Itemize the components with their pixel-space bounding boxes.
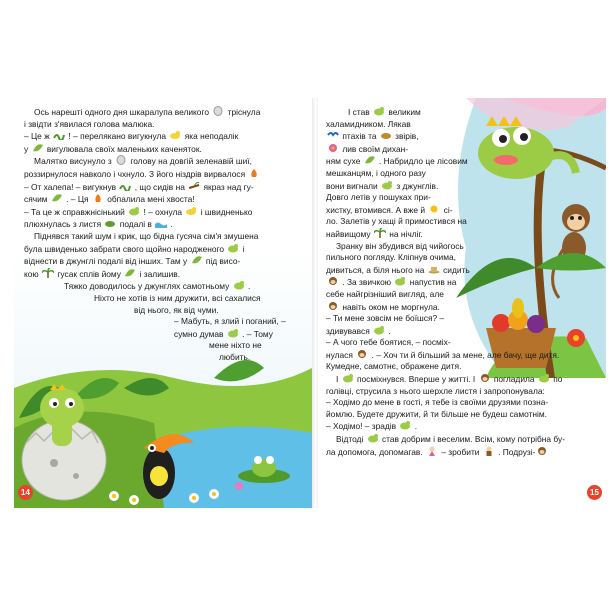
text-line: – Ти мене зовсім не боїшся? –	[326, 313, 445, 324]
flower-icon	[327, 143, 339, 153]
water-icon	[155, 218, 167, 228]
text-line: Кумедне, самотнє, ображене дитя.	[326, 361, 462, 372]
leaf-icon	[32, 143, 44, 153]
sun-icon	[428, 204, 440, 214]
text-line: плюхнулась з листя подалі в .	[24, 219, 173, 230]
right-page	[318, 98, 606, 508]
text-line: мешканцям, і одного разу	[326, 167, 426, 178]
leaf-icon	[364, 155, 376, 165]
book-spread	[14, 98, 606, 508]
text-line: мене ніхто не	[209, 340, 262, 351]
text-line: – Це ж ! – перелякано вигукнула яка неподалік	[24, 131, 239, 142]
dragon-icon	[342, 373, 354, 383]
text-line: – Мабуть, я злий і поганий, –	[174, 316, 286, 327]
right-page-text	[326, 106, 602, 458]
dragon-icon	[381, 180, 393, 190]
snake-icon	[53, 130, 65, 140]
dragon-icon	[233, 280, 245, 290]
palm-icon	[42, 268, 54, 278]
text-line: дивиться, а біля нього на сидить	[326, 264, 470, 275]
text-line: – Та це ж справжнісінький ! – охнула і швидненько	[24, 206, 253, 217]
text-line: була швиденько забрати свого щойно народженого і	[24, 243, 245, 254]
text-line: ням сухе . Набридло це лісовим	[326, 156, 468, 167]
leaf-icon	[124, 268, 136, 278]
text-line: – А чого тебе боятися, – посміх-	[326, 337, 451, 348]
egg-icon	[115, 155, 127, 165]
text-line: від нього, як від чуми.	[134, 304, 219, 315]
left-page	[14, 98, 312, 508]
monkey-icon	[327, 301, 339, 311]
egg-icon	[212, 106, 224, 116]
text-line: І посміхнувся. Вперше у житті. І погладила по	[336, 374, 563, 385]
text-line: лив своїм дихан-	[326, 143, 602, 156]
text-line: здивувався .	[326, 325, 391, 336]
monkey-icon	[356, 349, 368, 359]
text-line: – Ходімо! – зрадів .	[326, 421, 418, 432]
text-line: ла допомога, допомагав. – зробити . Подрузі-	[326, 446, 602, 459]
text-line: Тяжко доводилось у джунглях самотньому .	[64, 281, 251, 292]
text-line: . За звичкою напустив на	[326, 276, 602, 289]
fire-icon	[248, 168, 260, 178]
text-line: вони вигнали з джунглів.	[326, 180, 439, 191]
fire-icon	[92, 193, 104, 203]
text-line: кою гусак сплів йому і залишив.	[24, 268, 181, 279]
text-line: себе найгрізніший вигляд, але	[326, 288, 444, 299]
dragon-icon	[399, 420, 411, 430]
text-line: І став великим	[348, 107, 421, 117]
text-line: Зранку він збудився від чийогось	[336, 240, 464, 251]
snake-icon	[119, 181, 131, 191]
bird-icon	[327, 130, 339, 140]
text-line: любить.	[219, 351, 251, 362]
text-line: халамидником. Лякав	[326, 118, 411, 129]
text-line: навіть оком не моргнула.	[326, 301, 602, 314]
text-line: йомлю. Будете дружити, й ти більше не будеш самотнім.	[326, 408, 547, 419]
dragon-icon	[128, 206, 140, 216]
text-line: Ніхто не хотів із ним дружити, всі сахалися	[94, 292, 261, 303]
text-line: сумно думав . – Тому	[174, 328, 273, 339]
dragon-icon	[227, 243, 239, 253]
dragon-icon	[538, 373, 550, 383]
dragon-icon	[373, 106, 385, 116]
text-line: ло. Залетів у хащі й примостився на	[326, 216, 467, 227]
text-line: – От халепа! – вигукнув , що сидів на якраз над гу-	[24, 181, 254, 192]
text-line: – Ходімо до мене в гості, я тебе із своїми друзями позна-	[326, 397, 549, 408]
dragon-icon	[373, 325, 385, 335]
branch-icon	[188, 181, 200, 191]
monkey-icon	[327, 276, 339, 286]
text-line: роззирнулося навколо і чхнуло. З його ніздрів вирвалося	[24, 168, 306, 181]
dragon-icon	[394, 276, 406, 286]
text-line: нулася . – Хоч ти й більший за мене, але бачу, ще дитя.	[326, 349, 560, 360]
text-line: птахів та звірів,	[326, 130, 602, 143]
duck-icon	[185, 206, 197, 216]
animal-icon	[380, 130, 392, 140]
palm-icon	[374, 228, 386, 238]
text-line: і звідти з'явилася голова малюка.	[24, 118, 155, 129]
text-line: віднести в джунглі подалі від інших. Там у під висо-	[24, 256, 241, 267]
text-line: Піднявся такий шум і крик, що бідна гусяча сім'я змушена	[34, 230, 259, 241]
left-page-text	[24, 106, 306, 363]
hat-icon	[428, 264, 440, 274]
monkey-icon	[479, 373, 491, 383]
page-number-left: 14	[18, 485, 33, 500]
text-line: Малятко висунуло з голову на довгій зеленавій шиї,	[34, 156, 252, 167]
duck-icon	[169, 130, 181, 140]
man-icon	[483, 446, 495, 456]
text-line: Довго летів у пошуках при-	[326, 192, 431, 203]
page-number-right: 15	[587, 485, 602, 500]
text-line: сячим . – Ця обпалила мені хвоста!	[24, 194, 195, 205]
text-line: Відтоді став добрим і веселим. Всім, кому потрібна бу-	[336, 434, 566, 445]
lily-icon	[104, 218, 116, 228]
text-line: у вигулювала своїх маленьких каченяток.	[24, 143, 202, 154]
dragon-icon	[227, 328, 239, 338]
leaf-icon	[191, 255, 203, 265]
text-line: найвищому на нічліг.	[326, 228, 423, 239]
text-line: Ось нарешті одного дня шкаралупа великого тріснула	[34, 107, 261, 117]
text-line: голівці, струсила з нього шерхле листя і запропонувала:	[326, 385, 545, 396]
girl-icon	[426, 446, 438, 456]
text-line: пильного погляду. Кліпнув очима,	[326, 252, 456, 263]
monkey-icon	[536, 446, 548, 456]
text-line: хистку, втомився. А вже й сі-	[326, 204, 453, 215]
leaf-icon	[51, 193, 63, 203]
dragon-icon	[367, 433, 379, 443]
